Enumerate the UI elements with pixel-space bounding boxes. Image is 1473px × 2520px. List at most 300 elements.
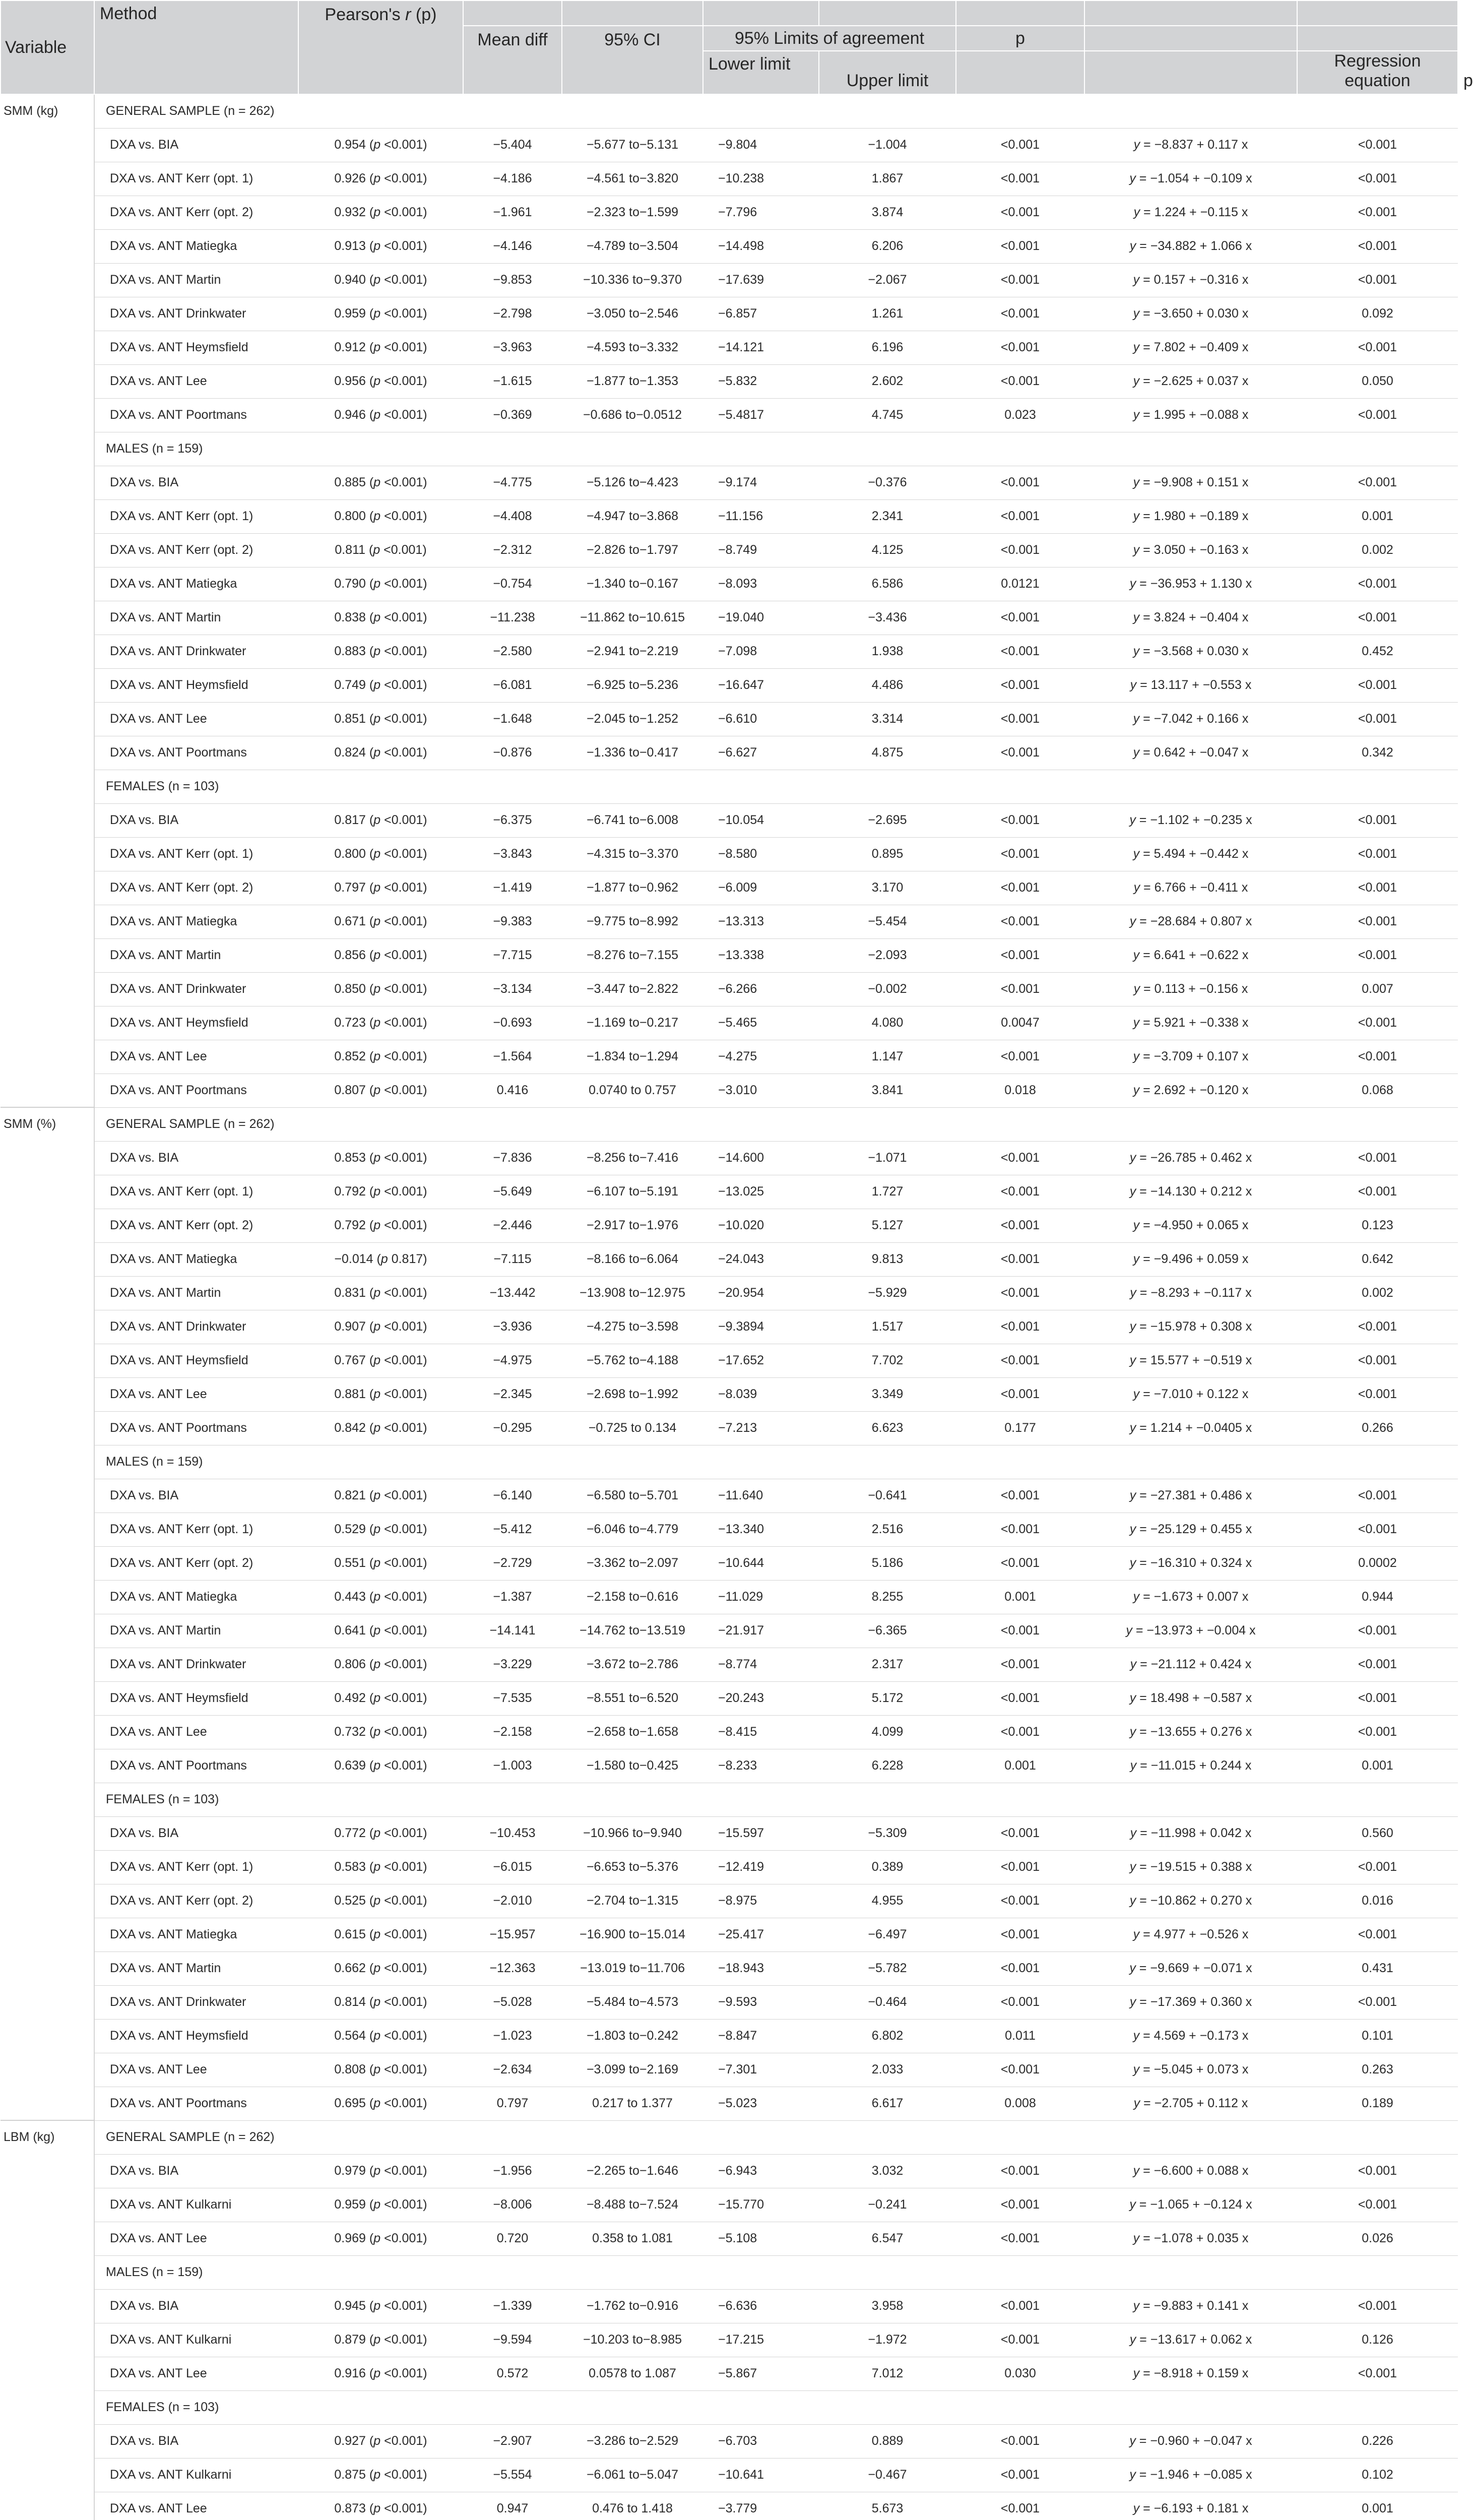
pearson-r: 0.856 <box>334 948 366 962</box>
regression-cell: y = −3.709 + 0.107 x <box>1084 1040 1297 1074</box>
method-cell: DXA vs. BIA <box>94 2154 298 2188</box>
pearson-r: 0.969 <box>334 2231 366 2245</box>
mean-diff-cell: −12.363 <box>463 1951 562 1985</box>
ci-cell: −0.725 to 0.134 <box>562 1411 703 1445</box>
method-cell: DXA vs. BIA <box>94 128 298 162</box>
mean-diff-cell: −2.010 <box>463 1884 562 1918</box>
pearson-p: <0.001 <box>384 340 423 354</box>
upper-limit-cell: −6.497 <box>819 1918 956 1951</box>
ci-cell: −11.862 to−10.615 <box>562 601 703 635</box>
ci-cell: −2.323 to−1.599 <box>562 196 703 229</box>
lower-limit-cell: −5.832 <box>703 364 819 398</box>
regression-cell: y = −1.946 + −0.085 x <box>1084 2458 1297 2492</box>
table-row <box>1 297 1458 331</box>
upper-limit-cell: 3.958 <box>819 2289 956 2323</box>
regression-cell: y = 3.824 + −0.404 x <box>1084 601 1297 635</box>
pearson-p: <0.001 <box>384 577 423 591</box>
lower-limit-cell: −17.215 <box>703 2323 819 2357</box>
method-cell: DXA vs. ANT Kerr (opt. 2) <box>94 1209 298 1242</box>
p-cell: <0.001 <box>956 1850 1084 1884</box>
p-regression-cell: <0.001 <box>1297 1310 1458 1344</box>
p-regression-cell: <0.001 <box>1297 803 1458 837</box>
lower-limit-cell: −8.093 <box>703 567 819 601</box>
mean-diff-cell: 0.416 <box>463 1074 562 1107</box>
regression-cell: y = −1.065 + −0.124 x <box>1084 2188 1297 2222</box>
pearson-cell: 0.662 (p <0.001) <box>298 1951 463 1985</box>
method-cell: DXA vs. ANT Matiegka <box>94 1580 298 1614</box>
pearson-p: <0.001 <box>384 644 423 658</box>
mean-diff-cell: −9.383 <box>463 905 562 938</box>
method-cell: DXA vs. ANT Drinkwater <box>94 972 298 1006</box>
regression-equation: −10.862 + 0.270 x <box>1150 1894 1252 1908</box>
p-regression-cell: <0.001 <box>1297 1513 1458 1546</box>
regression-cell: y = −17.369 + 0.360 x <box>1084 1985 1297 2019</box>
pearson-p: <0.001 <box>384 2299 423 2313</box>
p-regression-cell: 0.007 <box>1297 972 1458 1006</box>
pearson-p: <0.001 <box>384 948 423 962</box>
regression-cell: y = −3.650 + 0.030 x <box>1084 297 1297 331</box>
ci-cell: −4.947 to−3.868 <box>562 499 703 533</box>
pearson-r: 0.662 <box>334 1961 366 1975</box>
subgroup-title: GENERAL SAMPLE (n = 262) <box>94 2120 1458 2154</box>
pearson-r: 0.907 <box>334 1319 366 1334</box>
upper-limit-cell: 3.874 <box>819 196 956 229</box>
lower-limit-cell: −6.627 <box>703 736 819 770</box>
regression-cell: y = 0.113 + −0.156 x <box>1084 972 1297 1006</box>
header-method: Method <box>94 1 298 94</box>
pearson-p: <0.001 <box>384 475 423 489</box>
regression-equation: 7.802 + −0.409 x <box>1154 340 1249 354</box>
upper-limit-cell: −1.972 <box>819 2323 956 2357</box>
lower-limit-cell: −25.417 <box>703 1918 819 1951</box>
mean-diff-cell: −1.956 <box>463 2154 562 2188</box>
method-cell: DXA vs. ANT Lee <box>94 2492 298 2520</box>
upper-limit-cell: −2.093 <box>819 938 956 972</box>
pearson-p: <0.001 <box>384 1151 423 1165</box>
table-row <box>1 1479 1458 1513</box>
table-row <box>1 1242 1458 1276</box>
p-regression-cell: 0.092 <box>1297 297 1458 331</box>
mean-diff-cell: −2.729 <box>463 1546 562 1580</box>
p-cell: <0.001 <box>956 1377 1084 1411</box>
pearson-p: <0.001 <box>384 982 423 996</box>
regression-cell: y = −3.568 + 0.030 x <box>1084 635 1297 668</box>
subgroup-row <box>1 1783 1458 1816</box>
table-row <box>1 1816 1458 1850</box>
subgroup-row <box>1 2255 1458 2289</box>
p-regression-cell: <0.001 <box>1297 905 1458 938</box>
regression-equation: −21.112 + 0.424 x <box>1150 1657 1252 1671</box>
lower-limit-cell: −5.4817 <box>703 398 819 432</box>
upper-limit-cell: 2.317 <box>819 1648 956 1681</box>
regression-cell: y = −14.130 + 0.212 x <box>1084 1175 1297 1209</box>
upper-limit-cell: −2.067 <box>819 263 956 297</box>
table-row <box>1 1985 1458 2019</box>
pearson-r: 0.551 <box>334 1556 366 1570</box>
table-row <box>1 972 1458 1006</box>
pearson-cell: 0.842 (p <0.001) <box>298 1411 463 1445</box>
pearson-p: <0.001 <box>384 745 423 760</box>
lower-limit-cell: −14.121 <box>703 331 819 364</box>
pearson-cell: 0.850 (p <0.001) <box>298 972 463 1006</box>
pearson-cell: 0.954 (p <0.001) <box>298 128 463 162</box>
method-cell: DXA vs. BIA <box>94 1479 298 1513</box>
method-cell: DXA vs. ANT Matiegka <box>94 1242 298 1276</box>
header-lower-limit: Lower limit <box>703 51 819 94</box>
pearson-cell: 0.907 (p <0.001) <box>298 1310 463 1344</box>
pearson-r: 0.945 <box>334 2299 366 2313</box>
upper-limit-cell: −6.365 <box>819 1614 956 1648</box>
lower-limit-cell: −24.043 <box>703 1242 819 1276</box>
mean-diff-cell: −7.535 <box>463 1681 562 1715</box>
pearson-r: 0.800 <box>334 509 366 523</box>
subgroup-title: FEMALES (n = 103) <box>94 1783 1458 1816</box>
p-cell: <0.001 <box>956 1614 1084 1648</box>
regression-equation: 4.977 + −0.526 x <box>1154 1927 1249 1941</box>
pearson-p: <0.001 <box>384 2468 423 2482</box>
mean-diff-cell: −1.023 <box>463 2019 562 2053</box>
lower-limit-cell: −17.652 <box>703 1344 819 1377</box>
upper-limit-cell: 6.228 <box>819 1749 956 1783</box>
mean-diff-cell: −3.843 <box>463 837 562 871</box>
p-cell: <0.001 <box>956 2289 1084 2323</box>
p-cell: <0.001 <box>956 2458 1084 2492</box>
p-cell: <0.001 <box>956 938 1084 972</box>
p-cell: 0.011 <box>956 2019 1084 2053</box>
mean-diff-cell: −1.003 <box>463 1749 562 1783</box>
upper-limit-cell: −0.241 <box>819 2188 956 2222</box>
p-cell: <0.001 <box>956 837 1084 871</box>
lower-limit-cell: −11.029 <box>703 1580 819 1614</box>
ci-cell: −8.256 to−7.416 <box>562 1141 703 1175</box>
lower-limit-cell: −9.804 <box>703 128 819 162</box>
pearson-r: 0.916 <box>334 2366 366 2380</box>
ci-cell: 0.0740 to 0.757 <box>562 1074 703 1107</box>
regression-cell: y = −34.882 + 1.066 x <box>1084 229 1297 263</box>
method-cell: DXA vs. ANT Poortmans <box>94 736 298 770</box>
pearson-cell: 0.529 (p <0.001) <box>298 1513 463 1546</box>
method-cell: DXA vs. ANT Drinkwater <box>94 297 298 331</box>
upper-limit-cell: 2.033 <box>819 2053 956 2087</box>
p-cell: <0.001 <box>956 263 1084 297</box>
mean-diff-cell: −2.312 <box>463 533 562 567</box>
lower-limit-cell: −10.238 <box>703 162 819 196</box>
pearson-cell: 0.875 (p <0.001) <box>298 2458 463 2492</box>
table-row <box>1 567 1458 601</box>
ci-cell: −6.741 to−6.008 <box>562 803 703 837</box>
ci-cell: −5.677 to−5.131 <box>562 128 703 162</box>
p-cell: <0.001 <box>956 1040 1084 1074</box>
regression-cell: y = −13.655 + 0.276 x <box>1084 1715 1297 1749</box>
mean-diff-cell: −8.006 <box>463 2188 562 2222</box>
ci-cell: −3.447 to−2.822 <box>562 972 703 1006</box>
pearson-r: 0.529 <box>334 1522 366 1536</box>
p-cell: <0.001 <box>956 1276 1084 1310</box>
method-cell: DXA vs. BIA <box>94 2289 298 2323</box>
pearson-r: 0.800 <box>334 847 366 861</box>
upper-limit-cell: −5.782 <box>819 1951 956 1985</box>
pearson-p: <0.001 <box>384 408 423 422</box>
table-row <box>1 2053 1458 2087</box>
ci-cell: −9.775 to−8.992 <box>562 905 703 938</box>
table-row <box>1 871 1458 905</box>
p-cell: 0.0121 <box>956 567 1084 601</box>
ci-cell: −16.900 to−15.014 <box>562 1918 703 1951</box>
regression-equation: −17.369 + 0.360 x <box>1150 1995 1252 2009</box>
pearson-r: 0.842 <box>334 1421 366 1435</box>
pearson-r: 0.824 <box>334 745 366 760</box>
p-regression-cell: 0.342 <box>1297 736 1458 770</box>
table-row <box>1 1580 1458 1614</box>
p-regression-cell: <0.001 <box>1297 601 1458 635</box>
regression-equation: −11.015 + 0.244 x <box>1150 1758 1252 1773</box>
lower-limit-cell: −6.266 <box>703 972 819 1006</box>
p-cell: <0.001 <box>956 2154 1084 2188</box>
pearson-cell: 0.767 (p <0.001) <box>298 1344 463 1377</box>
ci-cell: −3.286 to−2.529 <box>562 2424 703 2458</box>
pearson-cell: 0.916 (p <0.001) <box>298 2357 463 2390</box>
table-row <box>1 2154 1458 2188</box>
upper-limit-cell: 6.206 <box>819 229 956 263</box>
p-cell: <0.001 <box>956 229 1084 263</box>
upper-limit-cell: 3.032 <box>819 2154 956 2188</box>
table-row <box>1 533 1458 567</box>
upper-limit-cell: −2.695 <box>819 803 956 837</box>
pearson-p: <0.001 <box>384 374 423 388</box>
regression-equation: −25.129 + 0.455 x <box>1150 1522 1252 1536</box>
upper-limit-cell: 3.349 <box>819 1377 956 1411</box>
table-row <box>1 1411 1458 1445</box>
p-cell: <0.001 <box>956 2492 1084 2520</box>
header-pearson: Pearson's r (p) <box>298 1 463 94</box>
p-cell: <0.001 <box>956 128 1084 162</box>
pearson-cell: 0.492 (p <0.001) <box>298 1681 463 1715</box>
regression-cell: y = −1.054 + −0.109 x <box>1084 162 1297 196</box>
pearson-p: <0.001 <box>384 1319 423 1334</box>
pearson-p: <0.001 <box>384 678 423 692</box>
lower-limit-cell: −10.641 <box>703 2458 819 2492</box>
p-regression-cell: 0.452 <box>1297 635 1458 668</box>
pearson-r: 0.807 <box>334 1083 366 1097</box>
regression-cell: y = −2.625 + 0.037 x <box>1084 364 1297 398</box>
pearson-r: 0.792 <box>334 1218 366 1232</box>
pearson-p: <0.001 <box>384 1894 423 1908</box>
p-regression-cell: <0.001 <box>1297 1175 1458 1209</box>
regression-cell: y = 1.214 + −0.0405 x <box>1084 1411 1297 1445</box>
p-cell: 0.001 <box>956 1580 1084 1614</box>
regression-equation: −2.705 + 0.112 x <box>1154 2096 1248 2110</box>
upper-limit-cell: 4.486 <box>819 668 956 702</box>
p-regression-cell: <0.001 <box>1297 1614 1458 1648</box>
table-row <box>1 1951 1458 1985</box>
table-row <box>1 398 1458 432</box>
table-row <box>1 2323 1458 2357</box>
regression-equation: −3.709 + 0.107 x <box>1154 1049 1249 1063</box>
lower-limit-cell: −8.233 <box>703 1749 819 1783</box>
p-regression-cell: <0.001 <box>1297 702 1458 736</box>
subgroup-title: MALES (n = 159) <box>94 2255 1458 2289</box>
p-cell: <0.001 <box>956 1985 1084 2019</box>
p-cell: <0.001 <box>956 1648 1084 1681</box>
method-cell: DXA vs. BIA <box>94 1816 298 1850</box>
pearson-p: <0.001 <box>384 138 423 152</box>
regression-equation: −3.568 + 0.030 x <box>1154 644 1249 658</box>
regression-equation: −34.882 + 1.066 x <box>1150 239 1252 253</box>
mean-diff-cell: −15.957 <box>463 1918 562 1951</box>
upper-limit-cell: 6.617 <box>819 2087 956 2120</box>
method-cell: DXA vs. ANT Kerr (opt. 2) <box>94 1884 298 1918</box>
ci-cell: −1.580 to−0.425 <box>562 1749 703 1783</box>
regression-equation: −15.978 + 0.308 x <box>1150 1319 1252 1334</box>
ci-cell: −13.908 to−12.975 <box>562 1276 703 1310</box>
p-regression-cell: <0.001 <box>1297 1715 1458 1749</box>
pearson-r: 0.954 <box>334 138 366 152</box>
pearson-cell: 0.979 (p <0.001) <box>298 2154 463 2188</box>
upper-limit-cell: 5.673 <box>819 2492 956 2520</box>
table-row <box>1 2458 1458 2492</box>
pearson-cell: 0.856 (p <0.001) <box>298 938 463 972</box>
ci-cell: −2.658 to−1.658 <box>562 1715 703 1749</box>
lower-limit-cell: −13.338 <box>703 938 819 972</box>
mean-diff-cell: −5.412 <box>463 1513 562 1546</box>
lower-limit-cell: −6.703 <box>703 2424 819 2458</box>
pearson-p: <0.001 <box>384 1353 423 1367</box>
upper-limit-cell: 9.813 <box>819 1242 956 1276</box>
ci-cell: −6.925 to−5.236 <box>562 668 703 702</box>
pearson-p: <0.001 <box>384 2164 423 2178</box>
regression-cell: y = −1.078 + 0.035 x <box>1084 2222 1297 2255</box>
p-regression-cell: <0.001 <box>1297 1479 1458 1513</box>
mean-diff-cell: −6.015 <box>463 1850 562 1884</box>
method-cell: DXA vs. ANT Heymsfield <box>94 331 298 364</box>
table-row <box>1 1648 1458 1681</box>
table-row <box>1 1884 1458 1918</box>
pearson-r: 0.959 <box>334 2197 366 2212</box>
ci-cell: −1.340 to−0.167 <box>562 567 703 601</box>
p-regression-cell: <0.001 <box>1297 331 1458 364</box>
method-cell: DXA vs. ANT Martin <box>94 601 298 635</box>
p-cell: <0.001 <box>956 736 1084 770</box>
lower-limit-cell: −6.610 <box>703 702 819 736</box>
regression-equation: −28.684 + 0.807 x <box>1150 914 1252 928</box>
pearson-cell: 0.883 (p <0.001) <box>298 635 463 668</box>
pearson-cell: 0.723 (p <0.001) <box>298 1006 463 1040</box>
subgroup-title: FEMALES (n = 103) <box>94 2390 1458 2424</box>
mean-diff-cell: −1.339 <box>463 2289 562 2323</box>
subgroup-title: MALES (n = 159) <box>94 432 1458 466</box>
upper-limit-cell: −5.454 <box>819 905 956 938</box>
lower-limit-cell: −15.597 <box>703 1816 819 1850</box>
pearson-r: 0.615 <box>334 1927 366 1941</box>
pearson-p: <0.001 <box>384 1623 423 1637</box>
regression-equation: 0.642 + −0.047 x <box>1154 745 1249 760</box>
method-cell: DXA vs. ANT Poortmans <box>94 1411 298 1445</box>
ci-cell: −8.166 to−6.064 <box>562 1242 703 1276</box>
regression-equation: 5.494 + −0.442 x <box>1154 847 1249 861</box>
table-row <box>1 2289 1458 2323</box>
regression-cell: y = −11.998 + 0.042 x <box>1084 1816 1297 1850</box>
pearson-cell: 0.443 (p <0.001) <box>298 1580 463 1614</box>
regression-cell: y = −21.112 + 0.424 x <box>1084 1648 1297 1681</box>
pearson-cell: 0.800 (p <0.001) <box>298 837 463 871</box>
regression-cell: y = −8.837 + 0.117 x <box>1084 128 1297 162</box>
method-cell: DXA vs. ANT Martin <box>94 1614 298 1648</box>
regression-equation: 15.577 + −0.519 x <box>1150 1353 1252 1367</box>
upper-limit-cell: −0.002 <box>819 972 956 1006</box>
p-regression-cell: <0.001 <box>1297 1681 1458 1715</box>
p-cell: <0.001 <box>956 803 1084 837</box>
pearson-cell: 0.851 (p <0.001) <box>298 702 463 736</box>
p-cell: <0.001 <box>956 2222 1084 2255</box>
method-cell: DXA vs. ANT Heymsfield <box>94 668 298 702</box>
method-cell: DXA vs. ANT Lee <box>94 1715 298 1749</box>
method-cell: DXA vs. ANT Kerr (opt. 1) <box>94 1850 298 1884</box>
pearson-cell: 0.695 (p <0.001) <box>298 2087 463 2120</box>
regression-cell: y = −7.042 + 0.166 x <box>1084 702 1297 736</box>
table-row <box>1 2357 1458 2390</box>
pearson-r: 0.853 <box>334 1151 366 1165</box>
method-cell: DXA vs. ANT Kerr (opt. 1) <box>94 1513 298 1546</box>
method-cell: DXA vs. ANT Martin <box>94 263 298 297</box>
p-regression-cell: 0.016 <box>1297 1884 1458 1918</box>
regression-cell: y = 7.802 + −0.409 x <box>1084 331 1297 364</box>
p-cell: <0.001 <box>956 1479 1084 1513</box>
pearson-r: 0.790 <box>334 577 366 591</box>
method-cell: DXA vs. ANT Martin <box>94 1951 298 1985</box>
upper-limit-cell: −3.436 <box>819 601 956 635</box>
p-cell: 0.177 <box>956 1411 1084 1445</box>
mean-diff-cell: −3.229 <box>463 1648 562 1681</box>
p-cell: <0.001 <box>956 466 1084 499</box>
table-row <box>1 1040 1458 1074</box>
lower-limit-cell: −14.498 <box>703 229 819 263</box>
method-cell: DXA vs. ANT Lee <box>94 2053 298 2087</box>
regression-cell: y = 3.050 + −0.163 x <box>1084 533 1297 567</box>
mean-diff-cell: −2.798 <box>463 297 562 331</box>
regression-equation: −1.673 + 0.007 x <box>1154 1590 1249 1604</box>
pearson-r: 0.443 <box>334 1590 366 1604</box>
lower-limit-cell: −20.243 <box>703 1681 819 1715</box>
upper-limit-cell: 7.012 <box>819 2357 956 2390</box>
regression-cell: y = 18.498 + −0.587 x <box>1084 1681 1297 1715</box>
mean-diff-cell: −2.158 <box>463 1715 562 1749</box>
regression-cell: y = −4.950 + 0.065 x <box>1084 1209 1297 1242</box>
pearson-cell: 0.956 (p <0.001) <box>298 364 463 398</box>
p-regression-cell: 0.266 <box>1297 1411 1458 1445</box>
pearson-r: 0.525 <box>334 1894 366 1908</box>
lower-limit-cell: −6.943 <box>703 2154 819 2188</box>
table-row <box>1 736 1458 770</box>
pearson-cell: 0.792 (p <0.001) <box>298 1209 463 1242</box>
upper-limit-cell: 4.875 <box>819 736 956 770</box>
table-row <box>1 162 1458 196</box>
regression-equation: −4.950 + 0.065 x <box>1154 1218 1249 1232</box>
p-cell: <0.001 <box>956 1951 1084 1985</box>
pearson-cell: 0.790 (p <0.001) <box>298 567 463 601</box>
p-regression-cell: 0.001 <box>1297 2492 1458 2520</box>
pearson-r: 0.732 <box>334 1725 366 1739</box>
table-row <box>1 466 1458 499</box>
p-cell: <0.001 <box>956 162 1084 196</box>
pearson-cell: 0.732 (p <0.001) <box>298 1715 463 1749</box>
lower-limit-cell: −5.465 <box>703 1006 819 1040</box>
method-cell: DXA vs. ANT Poortmans <box>94 398 298 432</box>
pearson-p: <0.001 <box>384 1556 423 1570</box>
ci-cell: −2.698 to−1.992 <box>562 1377 703 1411</box>
pearson-r: 0.808 <box>334 2062 366 2076</box>
method-cell: DXA vs. ANT Martin <box>94 1276 298 1310</box>
regression-equation: −5.045 + 0.073 x <box>1154 2062 1249 2076</box>
